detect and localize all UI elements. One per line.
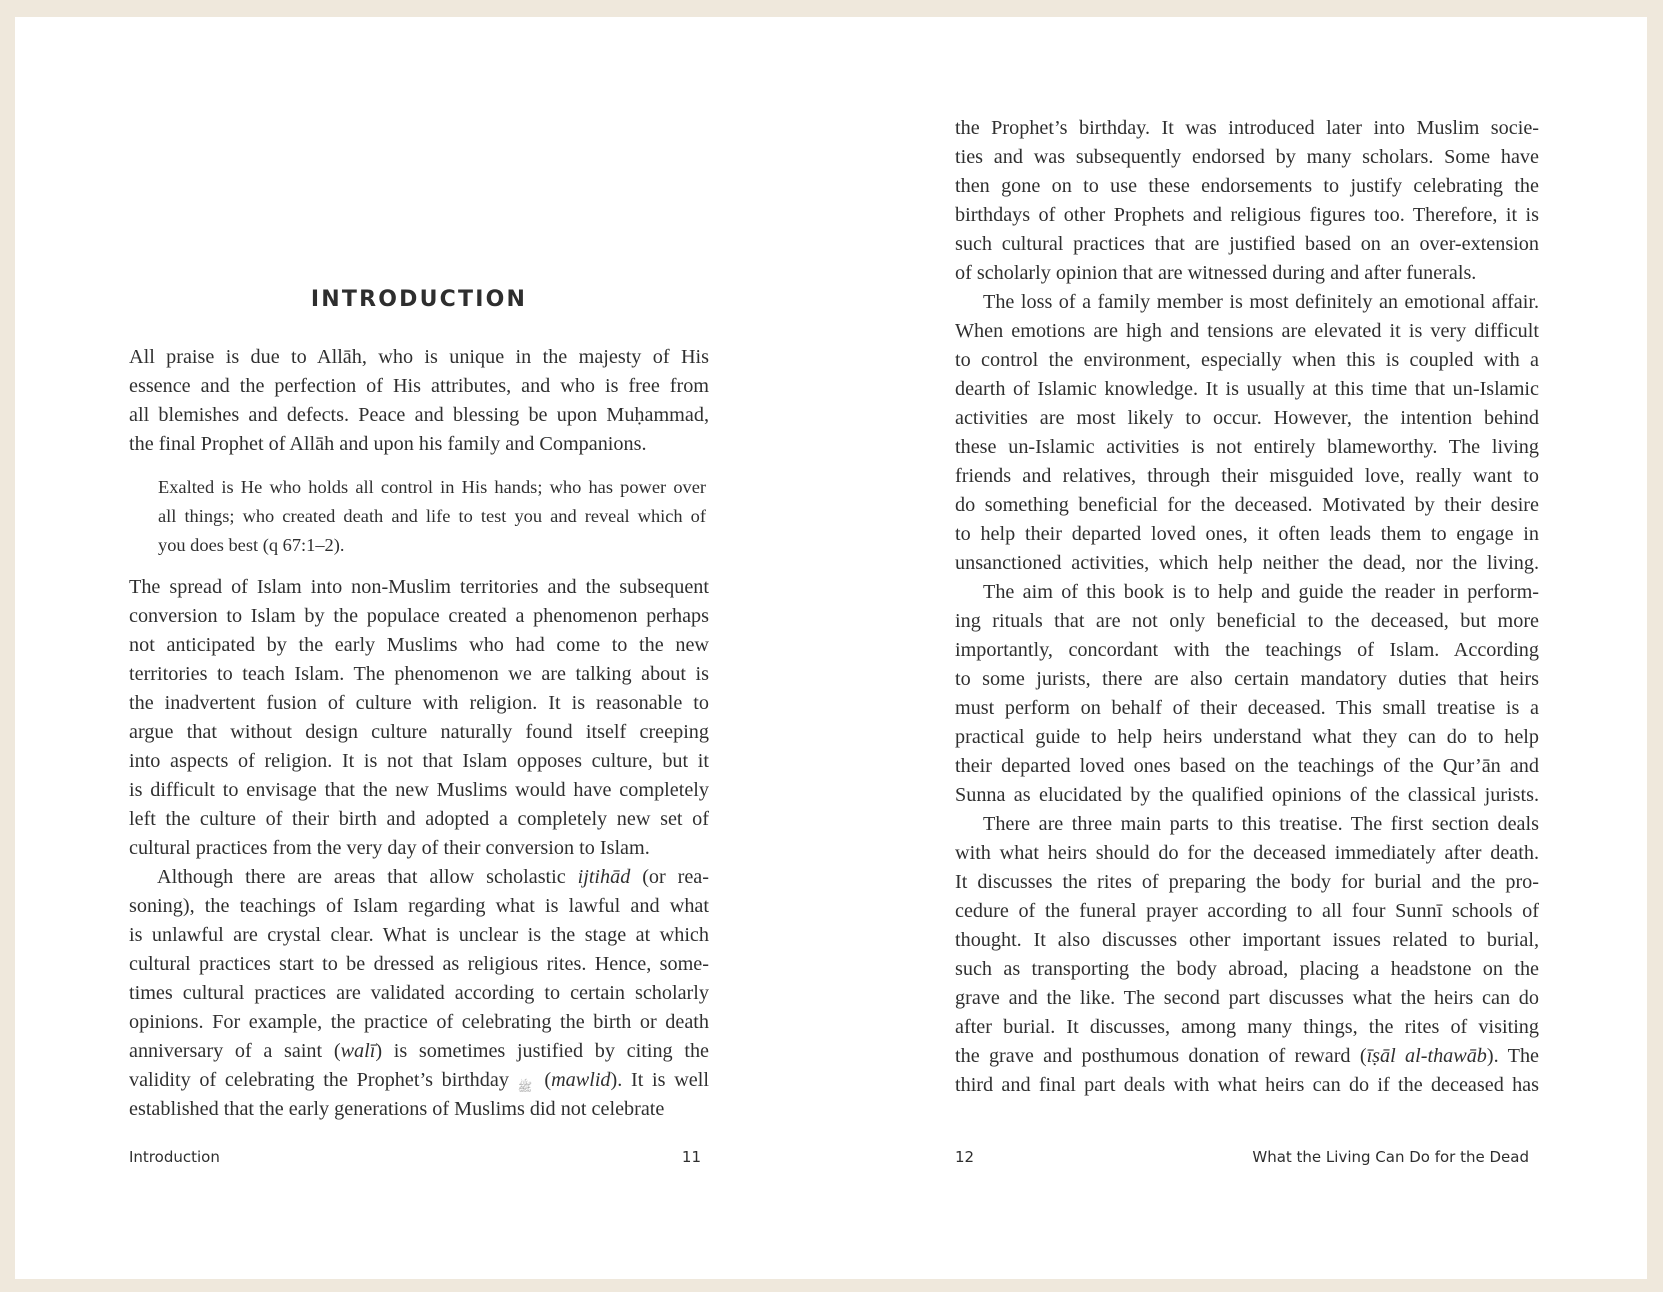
text-line: cultural practices start to be dressed as religious rites. Hence, some-: [129, 953, 709, 975]
right-page: [955, 17, 1539, 1279]
text-span: (: [535, 1069, 552, 1091]
text-span: validity of celebrating the Prophet’s birthday: [129, 1069, 518, 1091]
text-line: [129, 1066, 709, 1095]
text-line: The aim of this book is to help and guide the reader in perform-: [983, 581, 1539, 603]
text-line: birthdays of other Prophets and religious figures too. Therefore, it is: [955, 204, 1539, 226]
text-line: do something beneficial for the deceased. Motivated by their desire: [955, 494, 1539, 516]
running-head: Introduction: [129, 1148, 220, 1166]
text-line: is difficult to envisage that the new Muslims would have completely: [129, 779, 709, 801]
term-italic: mawlid: [551, 1069, 611, 1091]
text-line: times cultural practices are validated according to certain scholarly: [129, 982, 709, 1004]
text-line: It discusses the rites of preparing the body for burial and the pro-: [955, 871, 1539, 893]
book-spread: [15, 17, 1647, 1279]
text-span: Although there are areas that allow scholastic: [157, 866, 578, 888]
text-line: cultural practices from the very day of their conversion to Islam.: [129, 837, 650, 859]
text-line: after burial. It discusses, among many things, the rites of visiting: [955, 1016, 1539, 1038]
text-line: with what heirs should do for the deceased immediately after death.: [955, 842, 1539, 864]
text-line: soning), the teachings of Islam regarding what is lawful and what: [129, 895, 709, 917]
text-line: these un-Islamic activities is not entirely blameworthy. The living: [955, 436, 1539, 458]
text-line: not anticipated by the early Muslims who had come to the new: [129, 634, 709, 656]
left-page: [129, 17, 709, 1279]
text-line: grave and the like. The second part discusses what the heirs can do: [955, 987, 1539, 1009]
text-line: Sunna as elucidated by the qualified opinions of the classical jurists.: [955, 784, 1539, 806]
text-line: such cultural practices that are justified based on an over-extension: [955, 233, 1539, 255]
text-line: cedure of the funeral prayer according to all four Sunnī schools of: [955, 900, 1539, 922]
text-span: ). It is well: [610, 1069, 709, 1091]
text-line: argue that without design culture naturally found itself creeping: [129, 721, 709, 743]
text-line: to control the environment, especially when this is coupled with a: [955, 349, 1539, 371]
text-span: ). The: [1486, 1045, 1539, 1067]
term-italic: īṣāl al-thawāb: [1366, 1045, 1487, 1067]
text-line: such as transporting the body abroad, placing a headstone on the: [955, 958, 1539, 980]
text-line: into aspects of religion. It is not that Islam opposes culture, but it: [129, 750, 709, 772]
text-line: essence and the perfection of His attributes, and who is free from: [129, 375, 709, 397]
text-span: ) is sometimes justified by citing the: [375, 1040, 709, 1062]
text-line: all blemishes and defects. Peace and blessing be upon Muḥammad,: [129, 404, 709, 426]
text-line: ing rituals that are not only beneficial to the deceased, but more: [955, 610, 1539, 632]
text-line: the final Prophet of Allāh and upon his family and Companions.: [129, 433, 647, 455]
text-line: opinions. For example, the practice of celebrating the birth or death: [129, 1011, 709, 1033]
text-span: the grave and posthumous donation of reward (: [955, 1045, 1367, 1067]
text-line: importantly, concordant with the teachings of Islam. According: [955, 639, 1539, 661]
text-line: There are three main parts to this treatise. The first section deals: [983, 813, 1539, 835]
text-line: the Prophet’s birthday. It was introduced later into Muslim socie-: [955, 117, 1539, 139]
text-span: anniversary of a saint (: [129, 1040, 341, 1062]
quote-line: all things; who created death and life to test you and reveal which of: [158, 506, 706, 526]
quote-line: you does best (q 67:1–2).: [158, 535, 345, 555]
text-line: left the culture of their birth and adopted a completely new set of: [129, 808, 709, 830]
text-line: The spread of Islam into non-Muslim territories and the subsequent: [129, 576, 709, 598]
text-line: unsanctioned activities, which help neither the dead, nor the living.: [955, 552, 1539, 574]
text-line: the inadvertent fusion of culture with religion. It is reasonable to: [129, 692, 709, 714]
text-line: thought. It also discusses other important issues related to burial,: [955, 929, 1539, 951]
text-line: dearth of Islamic knowledge. It is usually at this time that un-Islamic: [955, 378, 1539, 400]
text-line: The loss of a family member is most definitely an emotional affair.: [983, 291, 1539, 313]
text-line: [955, 1042, 1539, 1071]
term-italic: walī: [340, 1040, 376, 1062]
chapter-title: INTRODUCTION: [310, 287, 528, 312]
text-line: must perform on behalf of their deceased. This small treatise is a: [955, 697, 1539, 719]
text-span: (or rea-: [630, 866, 709, 888]
text-line: territories to teach Islam. The phenomenon we are talking about is: [129, 663, 709, 685]
term-italic: ijtihād: [577, 866, 631, 888]
text-line: their departed loved ones based on the teachings of the Qur’ān and: [955, 755, 1539, 777]
text-line: All praise is due to Allāh, who is unique in the majesty of His: [129, 346, 709, 368]
text-line: ties and was subsequently endorsed by many scholars. Some have: [955, 146, 1539, 168]
page-number: 11: [681, 1148, 701, 1166]
quote-line: Exalted is He who holds all control in His hands; who has power over: [158, 477, 706, 497]
running-head: What the Living Can Do for the Dead: [1252, 1148, 1529, 1166]
text-line: third and final part deals with what heirs can do if the deceased has: [955, 1074, 1539, 1096]
text-line: [129, 863, 709, 892]
page-number: 12: [955, 1148, 975, 1166]
text-line: practical guide to help heirs understand what they can do to help: [955, 726, 1539, 748]
text-line: When emotions are high and tensions are elevated it is very difficult: [955, 320, 1539, 342]
salutation-icon: ﷺ: [517, 1080, 533, 1095]
text-line: [129, 1037, 709, 1066]
text-line: then gone on to use these endorsements to justify celebrating the: [955, 175, 1539, 197]
text-line: conversion to Islam by the populace created a phenomenon perhaps: [129, 605, 709, 627]
text-line: to some jurists, there are also certain mandatory duties that heirs: [955, 668, 1539, 690]
text-line: established that the early generations of Muslims did not celebrate: [129, 1098, 665, 1120]
text-line: of scholarly opinion that are witnessed during and after funerals.: [955, 262, 1477, 284]
text-line: friends and relatives, through their misguided love, really want to: [955, 465, 1539, 487]
text-line: to help their departed loved ones, it often leads them to engage in: [955, 523, 1539, 545]
text-line: activities are most likely to occur. However, the intention behind: [955, 407, 1539, 429]
text-line: is unlawful are crystal clear. What is unclear is the stage at which: [129, 924, 709, 946]
